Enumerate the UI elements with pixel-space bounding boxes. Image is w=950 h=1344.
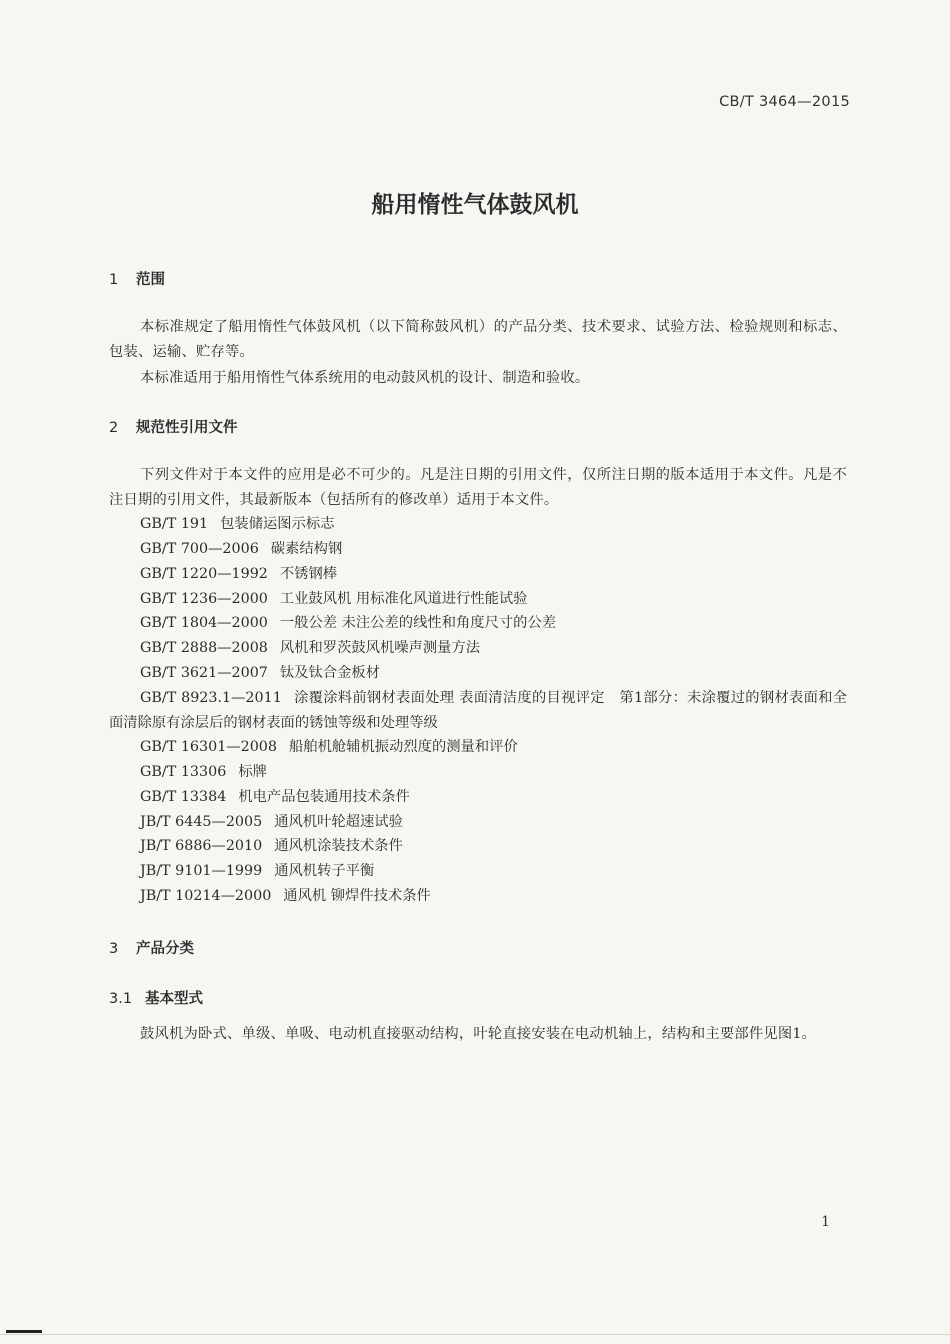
reference-item: [140, 562, 337, 587]
section-3-1-paragraph-1: 鼓风机为卧式、单级、单吸、电动机直接驱动结构，叶轮直接安装在电动机轴上，结构和主要部件见图1。: [140, 1026, 817, 1042]
reference-code: GB/T 13306: [140, 764, 227, 780]
reference-code: GB/T 2888—2008: [140, 640, 268, 656]
section-title: 基本型式: [145, 991, 203, 1007]
page-number: 1: [821, 1214, 830, 1230]
section-3-heading: [109, 937, 194, 958]
reference-title: 通风机 铆焊件技术条件: [283, 888, 431, 904]
reference-code: JB/T 6445—2005: [140, 814, 263, 830]
reference-code: GB/T 13384: [140, 789, 227, 805]
section-title: 范围: [136, 272, 165, 288]
reference-code: GB/T 191: [140, 516, 209, 532]
reference-title: 包装储运图示标志: [220, 516, 335, 532]
section-title: 规范性引用文件: [136, 420, 238, 436]
reference-item: [140, 785, 410, 810]
reference-item: [140, 611, 556, 636]
section-2-paragraph-1: 下列文件对于本文件的应用是必不可少的。凡是注日期的引用文件，仅所注日期的版本适用于本文件。凡是不注日期的引用文件，其最新版本（包括所有的修改单）适用于本文件。: [109, 467, 847, 508]
reference-code: GB/T 700—2006: [140, 541, 259, 557]
reference-code: GB/T 1804—2000: [140, 615, 268, 631]
reference-title: 一般公差 未注公差的线性和角度尺寸的公差: [279, 615, 557, 631]
reference-code: JB/T 6886—2010: [140, 838, 263, 854]
section-1-paragraph-2: 本标准适用于船用惰性气体系统用的电动鼓风机的设计、制造和验收。: [140, 370, 590, 386]
reference-item: [140, 587, 527, 612]
reference-item: [140, 735, 518, 760]
reference-item: [109, 686, 847, 736]
section-2-heading: [109, 416, 238, 437]
reference-title: 工业鼓风机 用标准化风道进行性能试验: [279, 591, 528, 607]
reference-item: [140, 760, 267, 785]
section-number: 1: [109, 272, 119, 288]
document-title: 船用惰性气体鼓风机: [371, 192, 579, 218]
reference-title: 船舶机舱辅机振动烈度的测量和评价: [289, 739, 518, 755]
reference-title: 通风机转子平衡: [274, 863, 375, 879]
scan-edge-line: [0, 1334, 950, 1335]
section-number: 2: [109, 420, 119, 436]
section-number: 3: [109, 941, 119, 957]
reference-item: [140, 810, 403, 835]
reference-item: [140, 661, 380, 686]
reference-title: 通风机叶轮超速试验: [274, 814, 403, 830]
reference-title: 通风机涂装技术条件: [274, 838, 403, 854]
reference-code: GB/T 3621—2007: [140, 665, 268, 681]
reference-code: GB/T 16301—2008: [140, 739, 277, 755]
reference-item: [140, 834, 403, 859]
reference-code: GB/T 8923.1—2011: [140, 690, 282, 706]
section-3-1-heading: [109, 987, 203, 1008]
section-1-heading: [109, 268, 165, 289]
section-title: 产品分类: [136, 941, 194, 957]
reference-item: [140, 537, 342, 562]
reference-code: GB/T 1236—2000: [140, 591, 268, 607]
reference-item: [140, 636, 480, 661]
scan-edge-mark: [6, 1330, 42, 1333]
reference-title: 涂覆涂料前钢材表面处理 表面清洁度的目视评定 第1部分：未涂覆过的钢材表面和全面清除原有涂层后的钢材表面的锈蚀等级和处理等级: [109, 690, 848, 731]
reference-code: JB/T 10214—2000: [140, 888, 272, 904]
reference-code: GB/T 1220—1992: [140, 566, 268, 582]
reference-title: 碳素结构钢: [270, 541, 343, 557]
reference-title: 不锈钢棒: [279, 566, 338, 582]
reference-item: [140, 884, 431, 909]
reference-code: JB/T 9101—1999: [140, 863, 263, 879]
reference-title: 风机和罗茨鼓风机噪声测量方法: [279, 640, 481, 656]
standard-number: CB/T 3464—2015: [719, 94, 850, 110]
reference-title: 标牌: [238, 764, 267, 780]
section-1-paragraph-1: 本标准规定了船用惰性气体鼓风机（以下简称鼓风机）的产品分类、技术要求、试验方法、检验规则和标志、包装、运输、贮存等。: [109, 319, 847, 360]
section-number: 3.1: [109, 991, 133, 1007]
reference-title: 钛及钛合金板材: [279, 665, 380, 681]
reference-item: [140, 859, 374, 884]
reference-title: 机电产品包装通用技术条件: [238, 789, 410, 805]
reference-item: [140, 512, 335, 537]
